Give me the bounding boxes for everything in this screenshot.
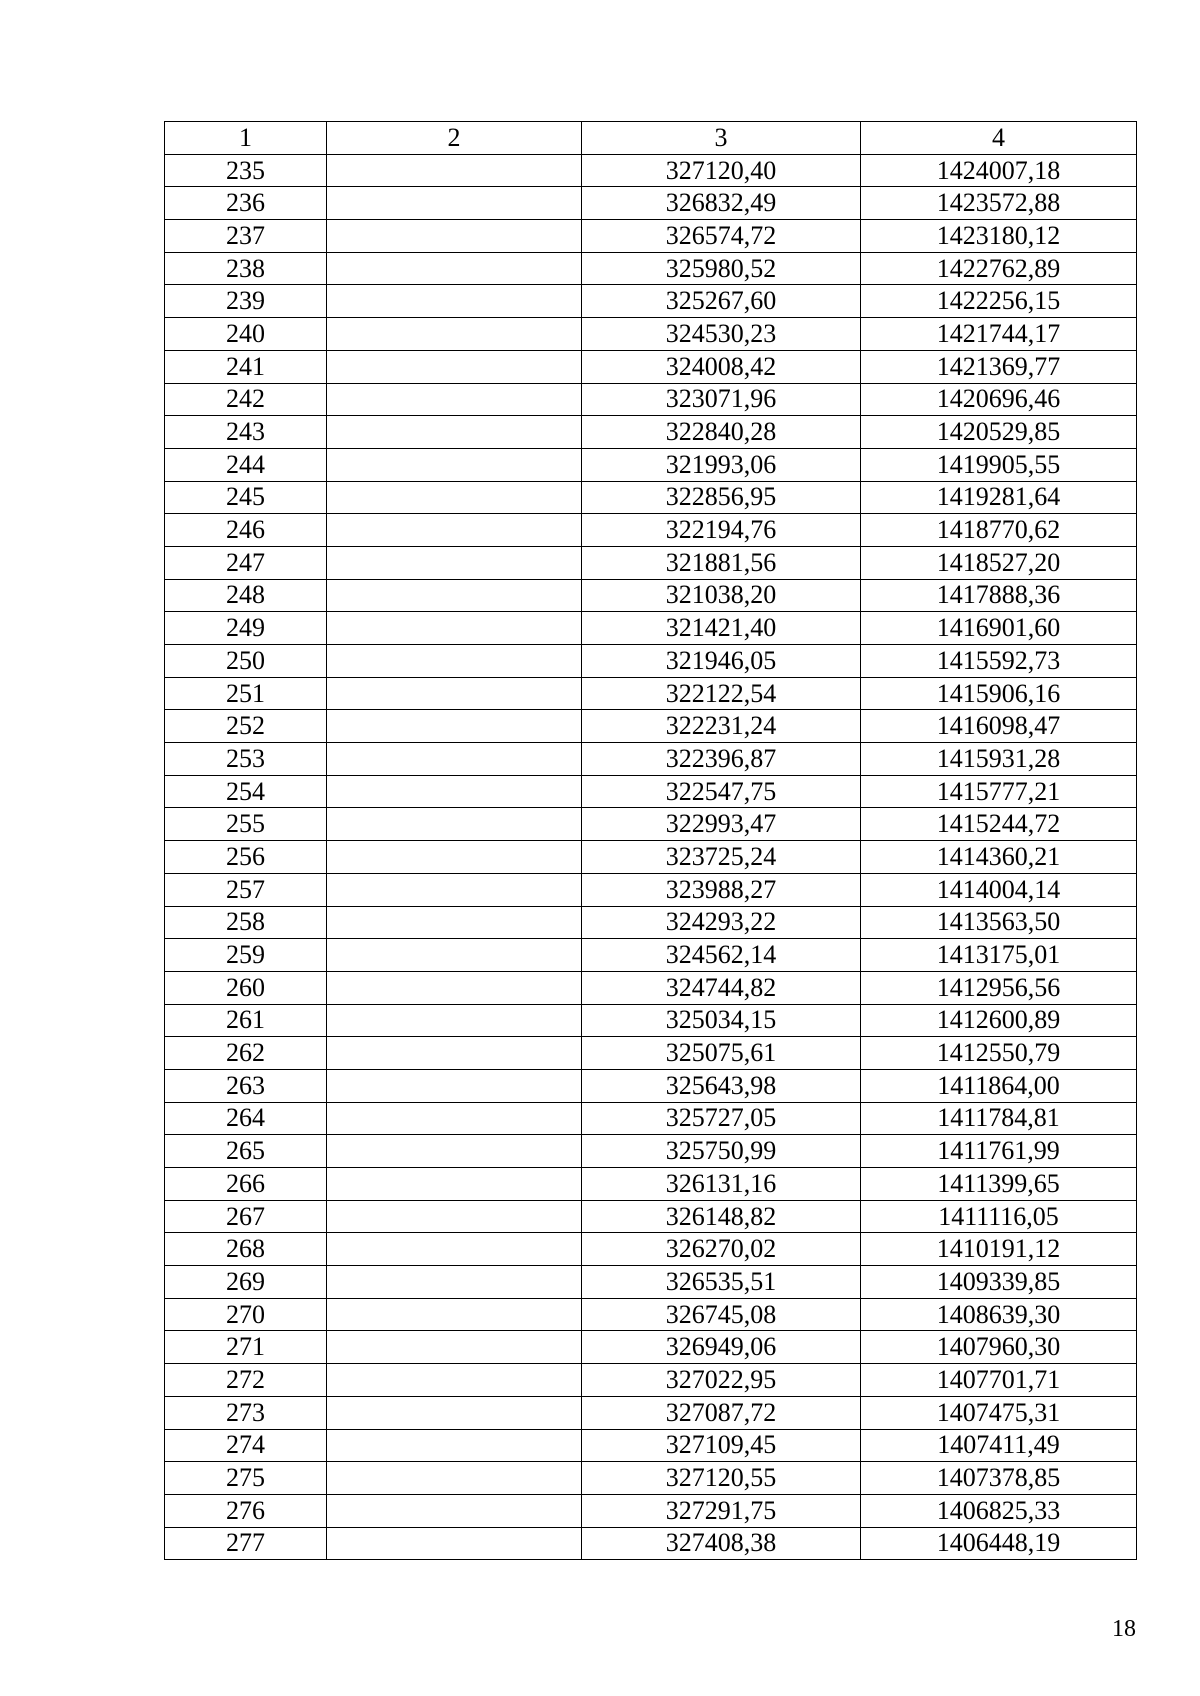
header-cell-col-2: 2 [327, 122, 582, 155]
table-cell-col-1: 260 [165, 971, 327, 1004]
table-row [165, 383, 1137, 416]
table-cell-col-2 [327, 154, 582, 187]
table-cell-col-4: 1415906,16 [861, 677, 1137, 710]
table-cell-col-2 [327, 971, 582, 1004]
table-cell-col-3: 326270,02 [582, 1233, 861, 1266]
table-cell-col-2 [327, 579, 582, 612]
table-cell-col-3: 325750,99 [582, 1135, 861, 1168]
table-cell-col-1: 262 [165, 1037, 327, 1070]
table-cell-col-4: 1410191,12 [861, 1233, 1137, 1266]
table-cell-col-4: 1416098,47 [861, 710, 1137, 743]
table-cell-col-4: 1407960,30 [861, 1331, 1137, 1364]
table-cell-col-1: 277 [165, 1527, 327, 1560]
table-cell-col-3: 322231,24 [582, 710, 861, 743]
table-cell-col-3: 322840,28 [582, 416, 861, 449]
table-cell-col-1: 235 [165, 154, 327, 187]
table-cell-col-1: 245 [165, 481, 327, 514]
table-cell-col-2 [327, 1298, 582, 1331]
table-row [165, 808, 1137, 841]
table-cell-col-1: 253 [165, 743, 327, 776]
table-cell-col-4: 1411784,81 [861, 1102, 1137, 1135]
table-cell-col-1: 275 [165, 1462, 327, 1495]
table-cell-col-3: 321946,05 [582, 645, 861, 678]
table-cell-col-3: 324562,14 [582, 939, 861, 972]
table-cell-col-1: 268 [165, 1233, 327, 1266]
table-cell-col-1: 272 [165, 1364, 327, 1397]
table-cell-col-2 [327, 1233, 582, 1266]
header-cell-col-4: 4 [861, 122, 1137, 155]
table-row [165, 220, 1137, 253]
table-cell-col-4: 1418770,62 [861, 514, 1137, 547]
table-cell-col-1: 270 [165, 1298, 327, 1331]
table-cell-col-4: 1414360,21 [861, 841, 1137, 874]
table-cell-col-2 [327, 775, 582, 808]
table-cell-col-4: 1422762,89 [861, 252, 1137, 285]
table-row [165, 416, 1137, 449]
coordinates-table-body [165, 122, 1137, 1560]
table-row [165, 252, 1137, 285]
table-row [165, 1429, 1137, 1462]
table-cell-col-1: 269 [165, 1266, 327, 1299]
table-row [165, 971, 1137, 1004]
table-cell-col-2 [327, 1135, 582, 1168]
table-cell-col-2 [327, 1004, 582, 1037]
table-cell-col-1: 258 [165, 906, 327, 939]
table-cell-col-4: 1408639,30 [861, 1298, 1137, 1331]
table-cell-col-1: 242 [165, 383, 327, 416]
table-cell-col-4: 1412956,56 [861, 971, 1137, 1004]
table-row [165, 1266, 1137, 1299]
table-cell-col-3: 323725,24 [582, 841, 861, 874]
table-cell-col-4: 1417888,36 [861, 579, 1137, 612]
table-cell-col-4: 1424007,18 [861, 154, 1137, 187]
table-cell-col-4: 1412550,79 [861, 1037, 1137, 1070]
table-cell-col-4: 1411116,05 [861, 1200, 1137, 1233]
table-cell-col-3: 325643,98 [582, 1069, 861, 1102]
table-row [165, 1200, 1137, 1233]
table-cell-col-4: 1411399,65 [861, 1168, 1137, 1201]
header-cell-col-3: 3 [582, 122, 861, 155]
table-cell-col-3: 326535,51 [582, 1266, 861, 1299]
table-cell-col-1: 254 [165, 775, 327, 808]
table-cell-col-1: 244 [165, 448, 327, 481]
table-cell-col-3: 326949,06 [582, 1331, 861, 1364]
table-cell-col-1: 239 [165, 285, 327, 318]
table-cell-col-4: 1423180,12 [861, 220, 1137, 253]
table-cell-col-2 [327, 481, 582, 514]
table-cell-col-4: 1413563,50 [861, 906, 1137, 939]
table-row [165, 1298, 1137, 1331]
table-cell-col-3: 326832,49 [582, 187, 861, 220]
table-cell-col-2 [327, 416, 582, 449]
table-cell-col-2 [327, 1069, 582, 1102]
table-row [165, 1494, 1137, 1527]
table-cell-col-1: 251 [165, 677, 327, 710]
table-cell-col-3: 322194,76 [582, 514, 861, 547]
table-cell-col-1: 261 [165, 1004, 327, 1037]
table-cell-col-2 [327, 187, 582, 220]
table-cell-col-3: 327022,95 [582, 1364, 861, 1397]
table-row [165, 1364, 1137, 1397]
table-cell-col-1: 243 [165, 416, 327, 449]
table-cell-col-2 [327, 808, 582, 841]
table-cell-col-1: 273 [165, 1396, 327, 1429]
table-cell-col-3: 321038,20 [582, 579, 861, 612]
table-cell-col-3: 323071,96 [582, 383, 861, 416]
table-cell-col-3: 322993,47 [582, 808, 861, 841]
table-cell-col-1: 266 [165, 1168, 327, 1201]
table-cell-col-4: 1420529,85 [861, 416, 1137, 449]
table-cell-col-4: 1415592,73 [861, 645, 1137, 678]
table-row [165, 677, 1137, 710]
table-cell-col-3: 321993,06 [582, 448, 861, 481]
table-cell-col-2 [327, 1266, 582, 1299]
table-cell-col-1: 250 [165, 645, 327, 678]
table-cell-col-4: 1421744,17 [861, 318, 1137, 351]
table-cell-col-2 [327, 612, 582, 645]
table-row [165, 710, 1137, 743]
table-cell-col-4: 1407475,31 [861, 1396, 1137, 1429]
coordinates-table [164, 121, 1137, 1560]
table-cell-col-3: 327120,40 [582, 154, 861, 187]
table-cell-col-1: 248 [165, 579, 327, 612]
table-cell-col-4: 1413175,01 [861, 939, 1137, 972]
table-cell-col-4: 1411864,00 [861, 1069, 1137, 1102]
table-cell-col-2 [327, 1331, 582, 1364]
table-row [165, 318, 1137, 351]
table-cell-col-3: 325980,52 [582, 252, 861, 285]
table-cell-col-4: 1415777,21 [861, 775, 1137, 808]
table-cell-col-2 [327, 252, 582, 285]
table-row [165, 579, 1137, 612]
table-cell-col-3: 321881,56 [582, 546, 861, 579]
table-cell-col-1: 241 [165, 350, 327, 383]
table-row [165, 612, 1137, 645]
table-row [165, 481, 1137, 514]
table-cell-col-1: 240 [165, 318, 327, 351]
table-cell-col-4: 1414004,14 [861, 873, 1137, 906]
table-row [165, 1069, 1137, 1102]
table-row [165, 1527, 1137, 1560]
table-cell-col-1: 257 [165, 873, 327, 906]
table-cell-col-4: 1415931,28 [861, 743, 1137, 776]
table-cell-col-4: 1407701,71 [861, 1364, 1137, 1397]
table-cell-col-3: 327408,38 [582, 1527, 861, 1560]
table-cell-col-2 [327, 1494, 582, 1527]
table-cell-col-1: 274 [165, 1429, 327, 1462]
table-row [165, 775, 1137, 808]
table-cell-col-3: 322856,95 [582, 481, 861, 514]
table-cell-col-2 [327, 1462, 582, 1495]
table-cell-col-3: 326574,72 [582, 220, 861, 253]
table-cell-col-4: 1419281,64 [861, 481, 1137, 514]
table-cell-col-4: 1415244,72 [861, 808, 1137, 841]
table-cell-col-1: 252 [165, 710, 327, 743]
table-row [165, 841, 1137, 874]
table-cell-col-4: 1407411,49 [861, 1429, 1137, 1462]
table-cell-col-4: 1421369,77 [861, 350, 1137, 383]
page-number: 18 [1112, 1616, 1136, 1642]
table-cell-col-2 [327, 383, 582, 416]
table-cell-col-4: 1422256,15 [861, 285, 1137, 318]
table-cell-col-3: 324744,82 [582, 971, 861, 1004]
table-cell-col-3: 322547,75 [582, 775, 861, 808]
table-cell-col-1: 246 [165, 514, 327, 547]
table-cell-col-3: 327120,55 [582, 1462, 861, 1495]
table-cell-col-2 [327, 677, 582, 710]
table-cell-col-2 [327, 350, 582, 383]
table-row [165, 1004, 1137, 1037]
table-cell-col-2 [327, 939, 582, 972]
table-cell-col-1: 256 [165, 841, 327, 874]
table-cell-col-4: 1412600,89 [861, 1004, 1137, 1037]
table-cell-col-1: 249 [165, 612, 327, 645]
table-cell-col-1: 276 [165, 1494, 327, 1527]
table-cell-col-2 [327, 448, 582, 481]
table-cell-col-3: 326745,08 [582, 1298, 861, 1331]
table-cell-col-3: 325267,60 [582, 285, 861, 318]
table-cell-col-2 [327, 285, 582, 318]
table-row [165, 154, 1137, 187]
table-row [165, 1037, 1137, 1070]
table-cell-col-2 [327, 318, 582, 351]
table-row [165, 1102, 1137, 1135]
table-cell-col-3: 326148,82 [582, 1200, 861, 1233]
table-cell-col-1: 247 [165, 546, 327, 579]
table-cell-col-3: 327109,45 [582, 1429, 861, 1462]
table-cell-col-4: 1411761,99 [861, 1135, 1137, 1168]
table-cell-col-2 [327, 906, 582, 939]
table-cell-col-1: 271 [165, 1331, 327, 1364]
table-cell-col-2 [327, 1364, 582, 1397]
table-cell-col-3: 324530,23 [582, 318, 861, 351]
table-row [165, 1331, 1137, 1364]
table-cell-col-2 [327, 220, 582, 253]
table-cell-col-3: 327087,72 [582, 1396, 861, 1429]
table-cell-col-3: 325075,61 [582, 1037, 861, 1070]
table-cell-col-4: 1416901,60 [861, 612, 1137, 645]
table-cell-col-1: 236 [165, 187, 327, 220]
table-header-row [165, 122, 1137, 155]
table-cell-col-1: 237 [165, 220, 327, 253]
table-cell-col-2 [327, 514, 582, 547]
table-cell-col-3: 322396,87 [582, 743, 861, 776]
table-cell-col-1: 263 [165, 1069, 327, 1102]
table-row [165, 350, 1137, 383]
table-row [165, 1462, 1137, 1495]
header-cell-col-1: 1 [165, 122, 327, 155]
table-cell-col-4: 1406448,19 [861, 1527, 1137, 1560]
table-cell-col-2 [327, 1037, 582, 1070]
table-row [165, 1135, 1137, 1168]
table-cell-col-3: 325034,15 [582, 1004, 861, 1037]
table-cell-col-2 [327, 743, 582, 776]
table-cell-col-3: 324008,42 [582, 350, 861, 383]
table-cell-col-1: 264 [165, 1102, 327, 1135]
table-cell-col-3: 325727,05 [582, 1102, 861, 1135]
table-cell-col-4: 1406825,33 [861, 1494, 1137, 1527]
table-cell-col-2 [327, 710, 582, 743]
table-row [165, 1233, 1137, 1266]
table-cell-col-4: 1420696,46 [861, 383, 1137, 416]
table-cell-col-2 [327, 546, 582, 579]
table-cell-col-2 [327, 1527, 582, 1560]
table-row [165, 645, 1137, 678]
table-cell-col-2 [327, 645, 582, 678]
table-row [165, 546, 1137, 579]
table-row [165, 906, 1137, 939]
table-cell-col-2 [327, 1102, 582, 1135]
table-cell-col-1: 255 [165, 808, 327, 841]
table-cell-col-3: 321421,40 [582, 612, 861, 645]
table-row [165, 1396, 1137, 1429]
table-row [165, 743, 1137, 776]
table-cell-col-4: 1409339,85 [861, 1266, 1137, 1299]
table-row [165, 1168, 1137, 1201]
table-cell-col-3: 327291,75 [582, 1494, 861, 1527]
table-cell-col-3: 322122,54 [582, 677, 861, 710]
table-cell-col-3: 323988,27 [582, 873, 861, 906]
table-cell-col-1: 265 [165, 1135, 327, 1168]
table-cell-col-1: 267 [165, 1200, 327, 1233]
table-cell-col-1: 259 [165, 939, 327, 972]
table-row [165, 448, 1137, 481]
table-cell-col-3: 324293,22 [582, 906, 861, 939]
table-cell-col-2 [327, 1396, 582, 1429]
table-cell-col-4: 1419905,55 [861, 448, 1137, 481]
table-cell-col-4: 1407378,85 [861, 1462, 1137, 1495]
table-row [165, 873, 1137, 906]
table-cell-col-2 [327, 1429, 582, 1462]
table-row [165, 285, 1137, 318]
table-cell-col-2 [327, 841, 582, 874]
table-cell-col-2 [327, 1168, 582, 1201]
table-cell-col-4: 1418527,20 [861, 546, 1137, 579]
table-row [165, 514, 1137, 547]
table-cell-col-2 [327, 873, 582, 906]
table-cell-col-3: 326131,16 [582, 1168, 861, 1201]
table-cell-col-2 [327, 1200, 582, 1233]
table-row [165, 187, 1137, 220]
table-row [165, 939, 1137, 972]
table-cell-col-1: 238 [165, 252, 327, 285]
table-cell-col-4: 1423572,88 [861, 187, 1137, 220]
